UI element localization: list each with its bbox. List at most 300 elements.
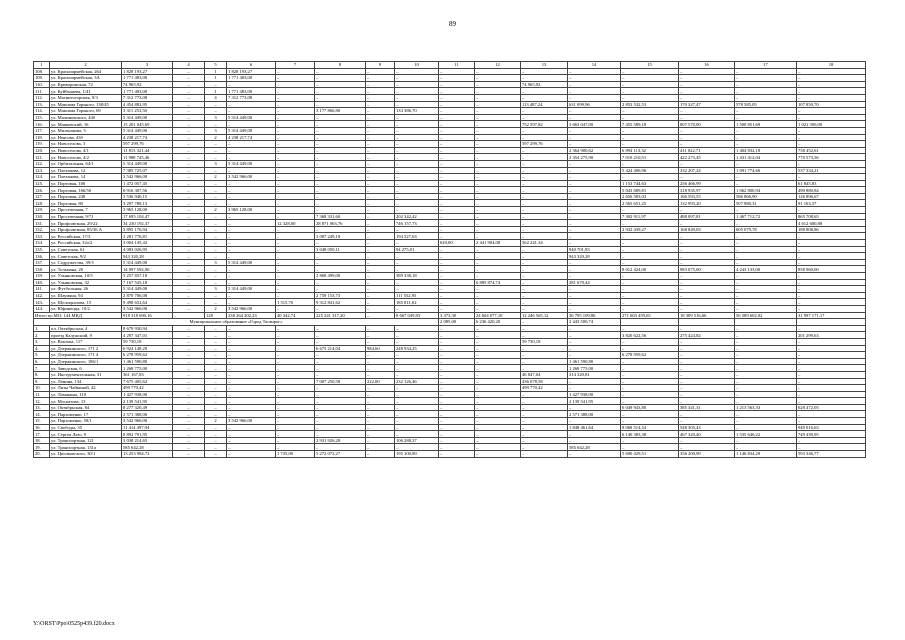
- table-cell: –: [173, 127, 205, 134]
- table-cell: –: [315, 134, 366, 141]
- table-cell: –: [439, 127, 475, 134]
- row-number: 7.: [34, 365, 50, 372]
- table-cell: 2: [205, 305, 227, 312]
- table-cell: –: [173, 174, 205, 181]
- table-cell: 61 845,83: [797, 180, 866, 187]
- table-cell: 2 441 904,08: [475, 240, 521, 247]
- table-cell: 593 346,77: [797, 451, 866, 458]
- table-cell: –: [315, 68, 366, 75]
- column-number: 11: [439, 62, 475, 69]
- row-number: 1.: [34, 325, 50, 332]
- table-cell: 17 695 104,47: [122, 213, 173, 220]
- table-cell: –: [366, 352, 395, 359]
- table-cell: –: [679, 345, 735, 352]
- table-cell: 7 167 545,18: [122, 279, 173, 286]
- table-cell: –: [797, 141, 866, 148]
- table-cell: –: [679, 240, 735, 247]
- table-cell: –: [276, 127, 315, 134]
- table-cell: –: [735, 279, 797, 286]
- table-cell: –: [439, 352, 475, 359]
- address-cell: ул. Ленина, 134: [50, 378, 122, 385]
- table-cell: –: [276, 187, 315, 194]
- table-cell: 7 010 210,51: [621, 154, 679, 161]
- table-cell: –: [679, 127, 735, 134]
- column-number: 13: [521, 62, 568, 69]
- table-row: [34, 259, 866, 266]
- table-cell: –: [679, 418, 735, 425]
- table-cell: –: [568, 114, 621, 121]
- table-cell: –: [521, 68, 568, 75]
- table-cell: –: [173, 292, 205, 299]
- table-cell: –: [315, 444, 366, 451]
- table-cell: –: [173, 411, 205, 418]
- table-cell: –: [521, 418, 568, 425]
- table-cell: 1 472 057,45: [122, 180, 173, 187]
- table-cell: –: [227, 220, 276, 227]
- table-cell: 1 461 590,80: [568, 358, 621, 365]
- column-number: 17: [735, 62, 797, 69]
- table-cell: –: [621, 207, 679, 214]
- address-cell: ул. Транспортная, 131а: [50, 444, 122, 451]
- table-cell: –: [315, 411, 366, 418]
- table-cell: –: [395, 332, 439, 339]
- address-cell: ул. Портовая, 166/50: [50, 187, 122, 194]
- table-cell: –: [521, 88, 568, 95]
- row-number: 2.: [34, 332, 50, 339]
- table-cell: –: [797, 114, 866, 121]
- row-number: 108.: [34, 68, 50, 75]
- row-number: 13.: [34, 404, 50, 411]
- table-cell: 94 275,01: [395, 246, 439, 253]
- table-cell: –: [395, 424, 439, 431]
- table-cell: –: [276, 154, 315, 161]
- table-cell: 6 278 959,62: [122, 352, 173, 359]
- table-cell: 5 043 689,81: [621, 187, 679, 194]
- table-row: [34, 431, 866, 438]
- table-cell: 3 257 837,18: [122, 273, 173, 280]
- table-cell: –: [568, 207, 621, 214]
- table-cell: 467 320,40: [679, 431, 735, 438]
- column-number: 10: [395, 62, 439, 69]
- table-cell: 422 273,45: [679, 154, 735, 161]
- table-cell: 6 049 943,80: [621, 404, 679, 411]
- table-cell: 5 424 406,96: [621, 167, 679, 174]
- table-cell: –: [621, 444, 679, 451]
- table-cell: 628 472,05: [797, 404, 866, 411]
- table-cell: –: [439, 444, 475, 451]
- table-cell: –: [315, 240, 366, 247]
- table-cell: –: [173, 451, 205, 458]
- table-cell: 271 603 459,65: [621, 312, 679, 319]
- table-cell: 281 670,44: [568, 279, 621, 286]
- table-cell: 3 038 214,65: [122, 437, 173, 444]
- address-cell: ул. Российская, 32а/2: [50, 240, 122, 247]
- table-cell: –: [276, 286, 315, 293]
- table-cell: 314 320,81: [568, 371, 621, 378]
- table-cell: –: [568, 385, 621, 392]
- table-cell: –: [621, 385, 679, 392]
- address-cell: ул. Шаумяна, 94: [50, 292, 122, 299]
- table-cell: –: [366, 266, 395, 273]
- table-cell: 8 892 791,95: [122, 431, 173, 438]
- table-cell: –: [439, 391, 475, 398]
- table-cell: 1 771 483,00: [122, 88, 173, 95]
- table-cell: 548 305,43: [679, 424, 735, 431]
- table-cell: 7 368 331,60: [315, 213, 366, 220]
- column-number-row: [34, 62, 866, 69]
- table-cell: –: [315, 424, 366, 431]
- table-cell: –: [475, 259, 521, 266]
- table-cell: –: [205, 226, 227, 233]
- table-cell: –: [439, 299, 475, 306]
- table-cell: –: [173, 338, 205, 345]
- table-cell: –: [439, 411, 475, 418]
- table-cell: –: [205, 424, 227, 431]
- row-number: 126.: [34, 187, 50, 194]
- row-number: 17.: [34, 431, 50, 438]
- table-cell: –: [679, 174, 735, 181]
- address-cell: ул. Малиновского, 44б: [50, 114, 122, 121]
- column-number: 12: [475, 62, 521, 69]
- table-cell: –: [276, 404, 315, 411]
- table-cell: –: [475, 391, 521, 398]
- table-cell: –: [205, 391, 227, 398]
- table-cell: –: [276, 167, 315, 174]
- table-cell: 12 246 565,12: [521, 312, 568, 319]
- table-cell: 578 585,05: [735, 101, 797, 108]
- table-cell: –: [227, 101, 276, 108]
- table-cell: 3 542 966,00: [227, 174, 276, 181]
- table-cell: –: [797, 88, 866, 95]
- table-cell: –: [173, 431, 205, 438]
- table-cell: –: [315, 391, 366, 398]
- table-cell: –: [395, 207, 439, 214]
- table-cell: –: [173, 207, 205, 214]
- row-number: 133.: [34, 233, 50, 240]
- total-label: Итого по МО: 144 МКД: [34, 312, 122, 319]
- table-cell: –: [366, 233, 395, 240]
- table-row: [34, 345, 866, 352]
- address-cell: ул. Тольмана, 20: [50, 266, 122, 273]
- table-cell: 5 690 429,51: [621, 451, 679, 458]
- table-cell: –: [227, 279, 276, 286]
- table-cell: –: [205, 451, 227, 458]
- table-cell: 14 097 592,00: [122, 266, 173, 273]
- table-cell: –: [521, 292, 568, 299]
- table-cell: –: [227, 424, 276, 431]
- table-cell: 3: [205, 127, 227, 134]
- table-cell: –: [395, 253, 439, 260]
- table-cell: –: [439, 200, 475, 207]
- table-cell: –: [679, 108, 735, 115]
- table-cell: –: [395, 147, 439, 154]
- table-cell: 30 795 109,86: [568, 312, 621, 319]
- table-cell: –: [797, 411, 866, 418]
- table-cell: –: [315, 207, 366, 214]
- address-cell: ул. Советская, 61: [50, 246, 122, 253]
- row-number: 137.: [34, 259, 50, 266]
- table-cell: –: [568, 167, 621, 174]
- table-cell: –: [475, 147, 521, 154]
- table-cell: –: [521, 279, 568, 286]
- table-cell: –: [621, 240, 679, 247]
- address-cell: ул. Куйбышева, 1/41: [50, 88, 122, 95]
- table-cell: –: [315, 167, 366, 174]
- table-cell: –: [439, 88, 475, 95]
- address-cell: ул. Пархоменко, 58/1: [50, 418, 122, 425]
- table-cell: 1 828 193,27: [227, 68, 276, 75]
- table-cell: –: [315, 94, 366, 101]
- table-row: [34, 391, 866, 398]
- table-cell: –: [439, 325, 475, 332]
- table-cell: –: [395, 352, 439, 359]
- table-cell: –: [568, 266, 621, 273]
- table-cell: –: [475, 411, 521, 418]
- table-cell: –: [395, 160, 439, 167]
- table-cell: –: [521, 259, 568, 266]
- table-cell: –: [395, 279, 439, 286]
- table-cell: –: [173, 68, 205, 75]
- table-cell: 4 612 680,88: [797, 220, 866, 227]
- row-number: 16.: [34, 424, 50, 431]
- table-cell: 194 527,63: [395, 233, 439, 240]
- table-cell: –: [395, 127, 439, 134]
- table-cell: –: [521, 365, 568, 372]
- table-cell: –: [735, 325, 797, 332]
- table-cell: 620,00: [439, 240, 475, 247]
- table-cell: –: [797, 259, 866, 266]
- table-cell: [679, 319, 735, 326]
- table-cell: 2 870 706,08: [122, 292, 173, 299]
- address-cell: ул. Максима Горького, 138/45: [50, 101, 122, 108]
- row-number: 6.: [34, 358, 50, 365]
- table-cell: 918 318 690,16: [122, 312, 173, 319]
- table-cell: –: [173, 352, 205, 359]
- table-cell: 597 299,76: [122, 141, 173, 148]
- table-cell: –: [227, 385, 276, 392]
- table-cell: –: [315, 154, 366, 161]
- table-cell: –: [395, 154, 439, 161]
- table-cell: –: [227, 444, 276, 451]
- table-row: [34, 233, 866, 240]
- table-cell: –: [173, 180, 205, 187]
- table-cell: –: [439, 134, 475, 141]
- table-cell: –: [475, 200, 521, 207]
- table-cell: –: [315, 325, 366, 332]
- table-cell: –: [227, 200, 276, 207]
- table-row: [34, 365, 866, 372]
- table-cell: –: [366, 371, 395, 378]
- table-cell: –: [366, 391, 395, 398]
- table-cell: 499 770,42: [521, 385, 568, 392]
- column-number: 8: [315, 62, 366, 69]
- table-cell: –: [521, 332, 568, 339]
- table-cell: –: [621, 418, 679, 425]
- table-cell: 585 642,28: [122, 444, 173, 451]
- table-cell: 59 730,18: [521, 338, 568, 345]
- table-cell: 8 277 320,49: [122, 404, 173, 411]
- table-cell: –: [521, 134, 568, 141]
- table-cell: –: [439, 121, 475, 128]
- table-cell: 11 813 321,44: [122, 147, 173, 154]
- table-cell: –: [621, 141, 679, 148]
- table-cell: –: [227, 246, 276, 253]
- table-cell: –: [475, 167, 521, 174]
- table-cell: –: [227, 378, 276, 385]
- table-cell: 2 571 388,00: [122, 411, 173, 418]
- table-cell: 3 048 050,11: [315, 246, 366, 253]
- table-cell: 195 100,89: [395, 451, 439, 458]
- table-row: [34, 411, 866, 418]
- row-number: 19.: [34, 444, 50, 451]
- table-cell: –: [366, 167, 395, 174]
- row-number: 127.: [34, 193, 50, 200]
- table-cell: –: [797, 253, 866, 260]
- table-cell: –: [679, 160, 735, 167]
- table-cell: 5 314 449,00: [122, 286, 173, 293]
- table-cell: 2 139 541,95: [568, 398, 621, 405]
- table-cell: 91 163,37: [797, 200, 866, 207]
- table-cell: –: [521, 147, 568, 154]
- column-number: 14: [568, 62, 621, 69]
- address-cell: ул. Юфинецца, 10/2: [50, 305, 122, 312]
- table-row: [34, 187, 866, 194]
- table-cell: –: [475, 213, 521, 220]
- table-cell: –: [735, 108, 797, 115]
- table-cell: 225 241 317,20: [315, 312, 366, 319]
- table-cell: –: [735, 371, 797, 378]
- table-cell: –: [173, 226, 205, 233]
- table-cell: –: [679, 286, 735, 293]
- table-row: [34, 68, 866, 75]
- table-cell: –: [366, 160, 395, 167]
- table-cell: –: [439, 94, 475, 101]
- row-number: 124.: [34, 174, 50, 181]
- table-cell: –: [735, 94, 797, 101]
- table-row: [34, 378, 866, 385]
- table-cell: –: [366, 358, 395, 365]
- table-cell: 1 771 483,00: [227, 75, 276, 82]
- table-cell: –: [521, 451, 568, 458]
- table-cell: –: [315, 193, 366, 200]
- table-cell: –: [568, 233, 621, 240]
- table-cell: 1 213 563,33: [735, 404, 797, 411]
- address-cell: ул. Портовая, 80: [50, 200, 122, 207]
- address-cell: ул. Маяковский, 16: [50, 121, 122, 128]
- table-cell: –: [173, 114, 205, 121]
- table-cell: –: [315, 160, 366, 167]
- table-cell: 1 771 483,00: [122, 75, 173, 82]
- table-row: [34, 292, 866, 299]
- table-cell: –: [475, 352, 521, 359]
- table-cell: –: [521, 180, 568, 187]
- table-cell: –: [735, 305, 797, 312]
- table-cell: 7 385 725,07: [122, 167, 173, 174]
- row-number: 111.: [34, 88, 50, 95]
- table-cell: 3 965 128,00: [122, 207, 173, 214]
- table-cell: 1 771 483,00: [227, 88, 276, 95]
- table-cell: –: [568, 180, 621, 187]
- address-cell: ул. Футбольная, 26: [50, 286, 122, 293]
- table-cell: –: [735, 332, 797, 339]
- table-cell: 4 297 347,01: [122, 332, 173, 339]
- table-cell: –: [227, 391, 276, 398]
- table-cell: –: [173, 167, 205, 174]
- row-number: 136.: [34, 253, 50, 260]
- row-number: 115.: [34, 114, 50, 121]
- table-cell: –: [315, 352, 366, 359]
- table-cell: –: [621, 411, 679, 418]
- table-cell: –: [797, 352, 866, 359]
- table-cell: –: [395, 141, 439, 148]
- row-number: 118.: [34, 134, 50, 141]
- table-cell: –: [395, 81, 439, 88]
- table-cell: –: [173, 404, 205, 411]
- row-number: 110.: [34, 81, 50, 88]
- table-cell: –: [797, 127, 866, 134]
- table-cell: –: [227, 273, 276, 280]
- table-cell: –: [475, 253, 521, 260]
- table-cell: –: [366, 292, 395, 299]
- table-row: [34, 286, 866, 293]
- table-cell: –: [227, 411, 276, 418]
- table-cell: –: [205, 81, 227, 88]
- table-cell: –: [366, 437, 395, 444]
- table-cell: –: [173, 279, 205, 286]
- table-cell: –: [439, 378, 475, 385]
- row-number: 4.: [34, 345, 50, 352]
- table-cell: –: [205, 154, 227, 161]
- table-cell: 597 299,76: [521, 141, 568, 148]
- table-cell: –: [568, 141, 621, 148]
- table-cell: –: [395, 180, 439, 187]
- table-row: [34, 266, 866, 273]
- table-cell: 8 012 424,00: [621, 266, 679, 273]
- table-cell: –: [227, 81, 276, 88]
- table-row: [34, 81, 866, 88]
- table-cell: –: [315, 286, 366, 293]
- table-cell: –: [797, 299, 866, 306]
- table-cell: –: [395, 121, 439, 128]
- table-cell: 24 604 077,10: [475, 312, 521, 319]
- table-cell: –: [521, 193, 568, 200]
- address-cell: ул. Новоселова, 3: [50, 141, 122, 148]
- table-cell: 166 593,55: [679, 193, 735, 200]
- table-cell: –: [521, 398, 568, 405]
- table-cell: –: [366, 286, 395, 293]
- table-cell: –: [366, 312, 395, 319]
- table-cell: –: [797, 292, 866, 299]
- table-cell: 222,00: [366, 378, 395, 385]
- table-cell: 411 022,71: [679, 147, 735, 154]
- table-cell: –: [568, 81, 621, 88]
- table-cell: 7 302 911,97: [621, 213, 679, 220]
- table-cell: –: [521, 286, 568, 293]
- table-cell: –: [521, 233, 568, 240]
- table-cell: –: [797, 345, 866, 352]
- table-cell: –: [205, 371, 227, 378]
- table-cell: 2 085,00: [439, 319, 475, 326]
- table-cell: –: [173, 94, 205, 101]
- table-cell: –: [439, 187, 475, 194]
- table-cell: –: [227, 233, 276, 240]
- table-cell: 865 708,65: [797, 213, 866, 220]
- table-cell: –: [227, 325, 276, 332]
- table-cell: 256 466,99: [679, 180, 735, 187]
- table-cell: –: [735, 345, 797, 352]
- table-cell: –: [475, 160, 521, 167]
- table-cell: –: [395, 444, 439, 451]
